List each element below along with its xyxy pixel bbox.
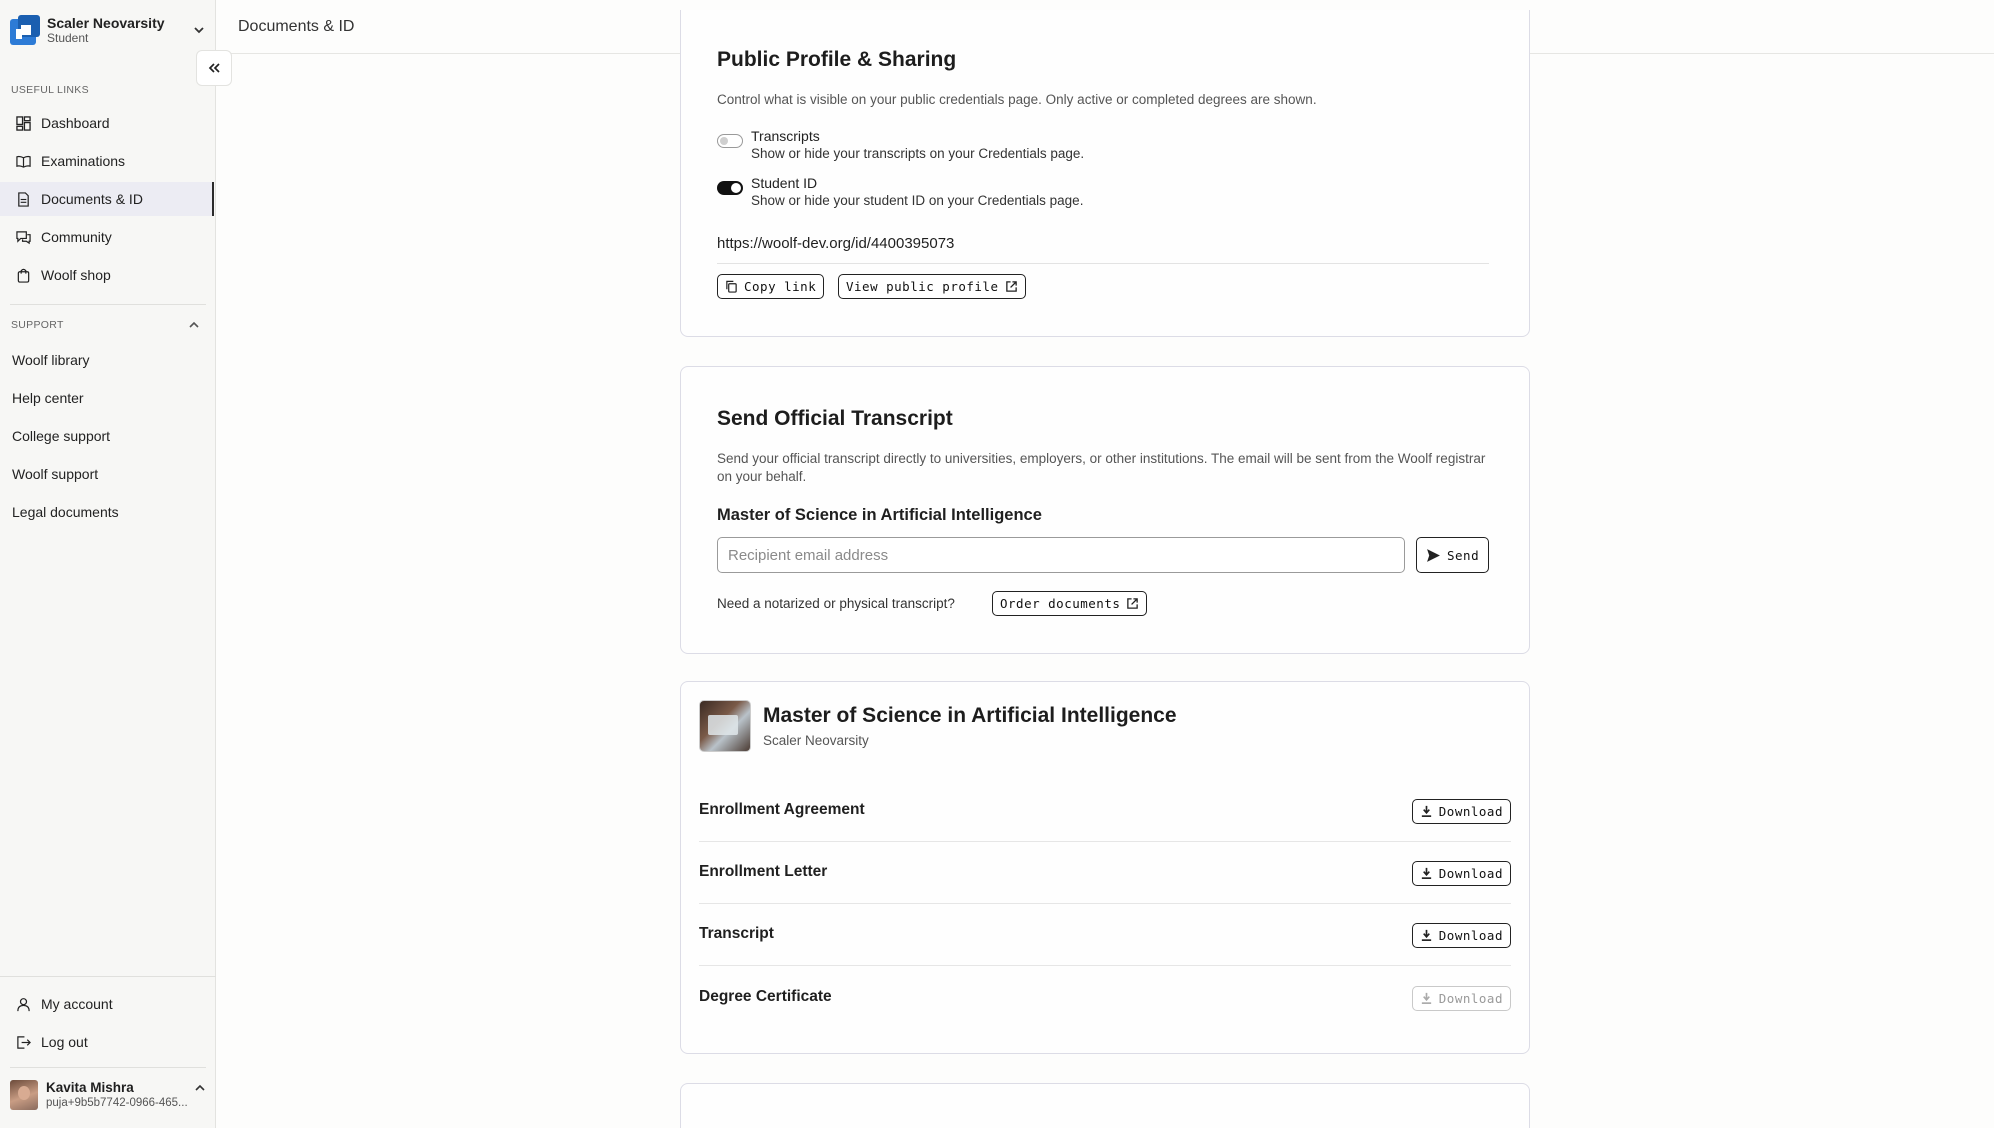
user-icon xyxy=(16,997,31,1012)
sidebar-item-woolf-support[interactable]: Woolf support xyxy=(12,466,99,482)
external-link-icon xyxy=(1126,597,1139,610)
transcripts-toggle-row xyxy=(717,127,1084,163)
chat-icon xyxy=(16,230,31,245)
shopping-bag-icon xyxy=(16,268,31,283)
recipient-email-input[interactable] xyxy=(717,537,1405,573)
download-label: Download xyxy=(1438,866,1503,881)
document-label: Enrollment Agreement xyxy=(699,801,865,818)
sidebar-item-dashboard[interactable] xyxy=(0,106,214,140)
order-documents-button[interactable] xyxy=(992,591,1147,616)
sidebar-item-community[interactable] xyxy=(0,220,214,254)
public-profile-description: Control what is visible on your public credentials page. Only active or completed degrees are shown. xyxy=(717,92,1317,107)
degree-documents-card xyxy=(680,681,1530,1054)
sidebar-item-legal-documents[interactable]: Legal documents xyxy=(12,504,119,520)
sidebar xyxy=(0,0,216,1128)
send-icon xyxy=(1426,548,1441,563)
public-profile-card xyxy=(680,10,1530,337)
download-label: Download xyxy=(1438,928,1503,943)
divider xyxy=(717,263,1489,264)
sidebar-item-examinations[interactable] xyxy=(0,144,214,178)
copy-link-button[interactable] xyxy=(717,274,824,299)
student-id-toggle-row xyxy=(717,174,1083,210)
page-title: Documents & ID xyxy=(238,18,355,35)
collapse-sidebar-button[interactable] xyxy=(196,50,232,86)
sidebar-item-woolf-shop[interactable] xyxy=(0,258,214,292)
org-name: Scaler Neovarsity xyxy=(47,14,165,31)
document-row xyxy=(699,780,1511,842)
divider xyxy=(10,1067,206,1068)
toggle-description: Show or hide your student ID on your Credentials page. xyxy=(751,193,1084,208)
notarized-question: Need a notarized or physical transcript? xyxy=(717,596,955,611)
send-transcript-card xyxy=(680,366,1530,654)
download-enrollment-letter-button[interactable] xyxy=(1412,861,1511,886)
download-label: Download xyxy=(1438,804,1503,819)
next-card xyxy=(680,1083,1530,1128)
toggle-title: Transcripts xyxy=(751,128,820,144)
org-switcher[interactable] xyxy=(10,12,206,48)
sidebar-item-woolf-library[interactable]: Woolf library xyxy=(12,352,90,368)
transcripts-toggle[interactable] xyxy=(717,134,743,148)
document-icon xyxy=(16,192,31,207)
send-transcript-description: Send your official transcript directly to universities, employers, or other institutions. The email will be sent from the Woolf registrar on your behalf. xyxy=(717,451,1486,484)
sidebar-item-label: Community xyxy=(41,229,112,245)
chevron-down-icon xyxy=(192,23,206,37)
student-id-toggle[interactable] xyxy=(717,181,743,195)
sidebar-item-label: Woolf shop xyxy=(41,267,111,283)
document-label: Degree Certificate xyxy=(699,988,832,1005)
view-public-profile-button[interactable] xyxy=(838,274,1026,299)
copy-icon xyxy=(725,280,738,293)
org-logo-icon xyxy=(10,15,40,45)
download-icon xyxy=(1420,929,1433,942)
public-profile-title: Public Profile & Sharing xyxy=(717,48,957,71)
user-name: Kavita Mishra xyxy=(46,1080,134,1095)
log-out-icon xyxy=(16,1035,31,1050)
my-account-link[interactable] xyxy=(0,987,214,1021)
document-row xyxy=(699,842,1511,904)
copy-link-label: Copy link xyxy=(744,279,817,294)
download-label: Download xyxy=(1438,991,1503,1006)
send-transcript-title: Send Official Transcript xyxy=(717,407,953,430)
download-icon xyxy=(1420,867,1433,880)
external-link-icon xyxy=(1005,280,1018,293)
degree-card-institution: Scaler Neovarsity xyxy=(763,733,869,748)
sidebar-item-label: Examinations xyxy=(41,153,126,169)
support-label: SUPPORT xyxy=(11,319,64,331)
send-button[interactable] xyxy=(1416,537,1489,573)
user-email: puja+9b5b7742-0966-465... xyxy=(46,1097,188,1109)
download-icon xyxy=(1420,805,1433,818)
divider xyxy=(10,304,206,305)
download-enrollment-agreement-button[interactable] xyxy=(1412,799,1511,824)
sidebar-item-label: Documents & ID xyxy=(41,191,143,207)
document-row xyxy=(699,904,1511,966)
degree-name: Master of Science in Artificial Intelligence xyxy=(717,506,1042,524)
send-label: Send xyxy=(1447,547,1480,563)
sidebar-item-college-support[interactable]: College support xyxy=(12,428,111,444)
double-chevron-left-icon xyxy=(207,61,221,75)
degree-thumbnail xyxy=(699,700,751,752)
download-degree-certificate-button[interactable] xyxy=(1412,986,1511,1011)
document-label: Enrollment Letter xyxy=(699,863,828,880)
order-documents-label: Order documents xyxy=(1000,596,1121,611)
toggle-title: Student ID xyxy=(751,175,818,191)
user-menu[interactable] xyxy=(10,1078,206,1112)
degree-card-title: Master of Science in Artificial Intelligence xyxy=(763,704,1177,727)
log-out-link[interactable] xyxy=(0,1025,214,1059)
document-row xyxy=(699,967,1511,1029)
sidebar-item-help-center[interactable]: Help center xyxy=(12,390,84,406)
chevron-up-icon[interactable] xyxy=(188,319,200,331)
download-icon xyxy=(1420,992,1433,1005)
toggle-description: Show or hide your transcripts on your Credentials page. xyxy=(751,146,1085,161)
useful-links-label: USEFUL LINKS xyxy=(11,84,89,96)
sidebar-item-documents[interactable] xyxy=(0,182,214,216)
chevron-up-icon xyxy=(194,1082,206,1094)
download-transcript-button[interactable] xyxy=(1412,923,1511,948)
view-public-profile-label: View public profile xyxy=(846,279,999,294)
log-out-label: Log out xyxy=(41,1034,88,1050)
sidebar-item-label: Dashboard xyxy=(41,115,110,131)
book-icon xyxy=(16,154,31,169)
org-role: Student xyxy=(47,30,89,45)
avatar xyxy=(10,1080,38,1110)
dashboard-icon xyxy=(16,116,31,131)
document-label: Transcript xyxy=(699,925,774,942)
my-account-label: My account xyxy=(41,996,113,1012)
public-profile-url: https://woolf-dev.org/id/4400395073 xyxy=(717,235,955,252)
